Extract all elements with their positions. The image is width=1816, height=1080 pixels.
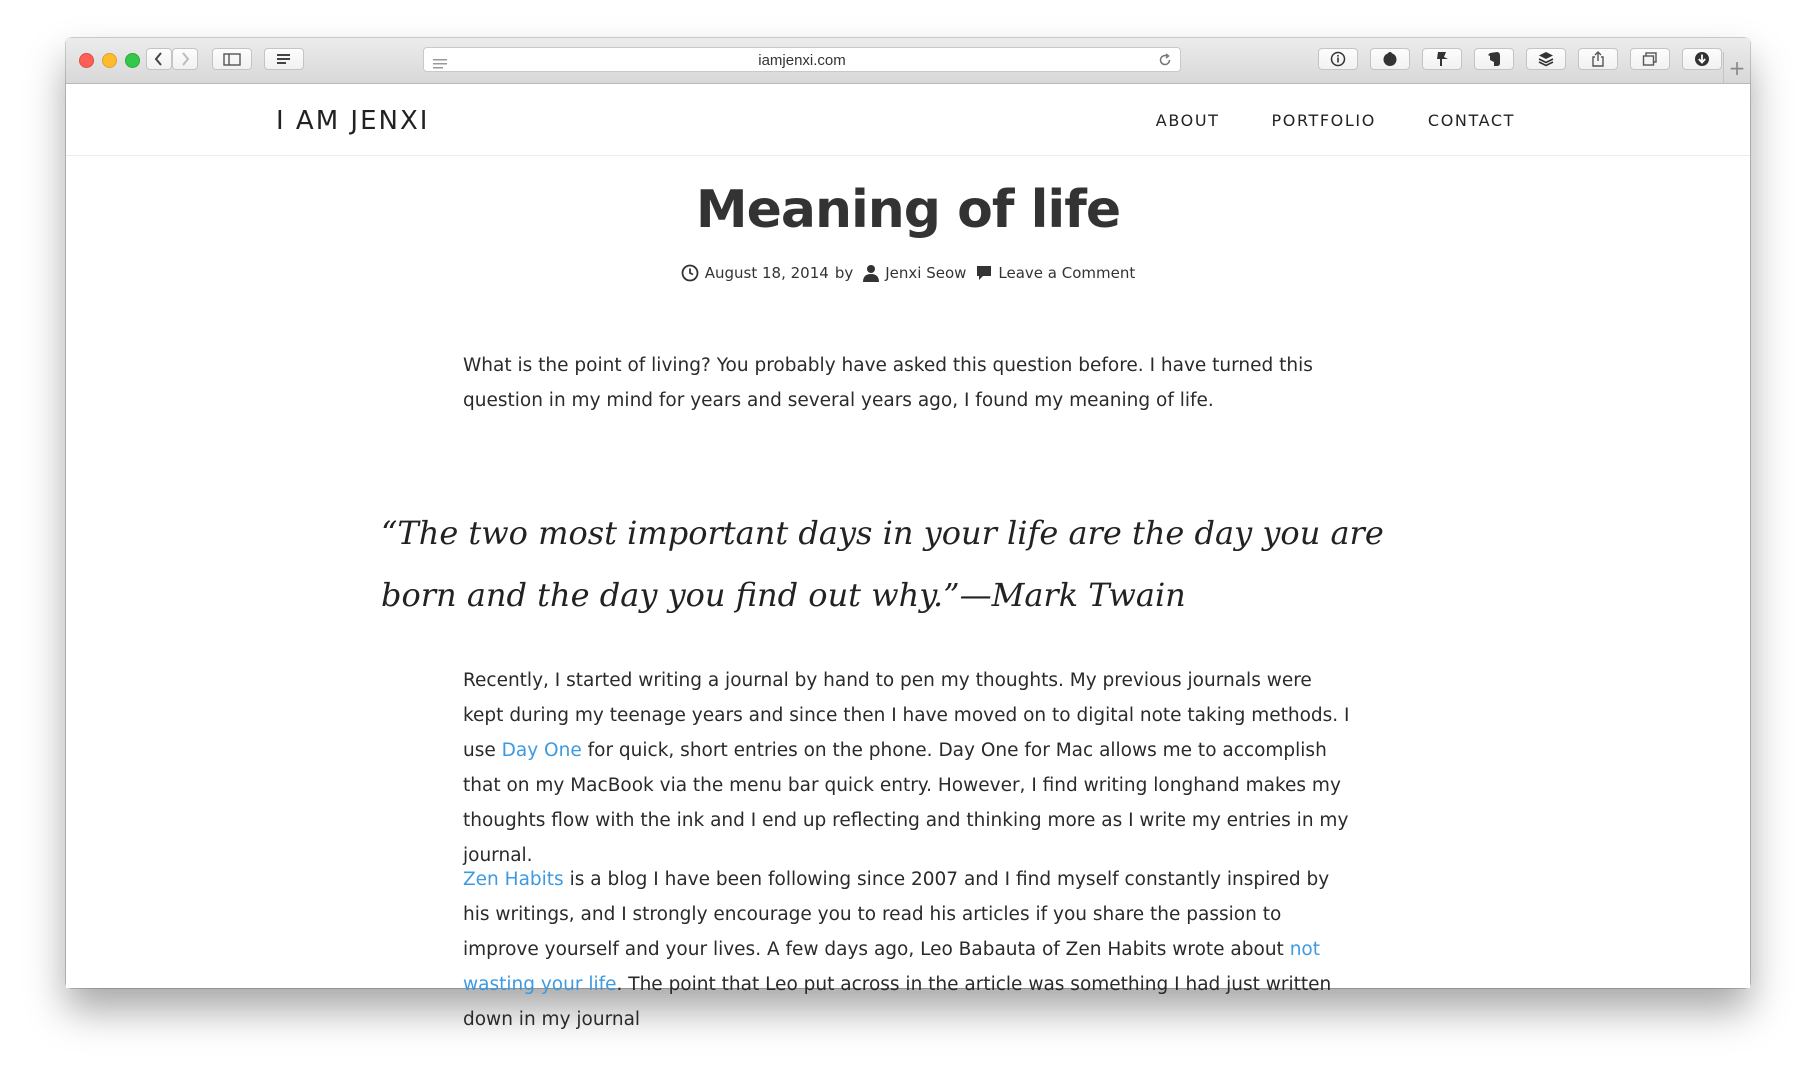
post-meta: [66, 264, 1750, 282]
info-icon: [1330, 51, 1346, 67]
not-wasting-your-life-link[interactable]: not wasting your life: [463, 939, 1320, 995]
paragraph-3-wrap: [463, 862, 1353, 1037]
comment-icon: [976, 265, 992, 282]
site-title[interactable]: I AM JENXI: [276, 106, 430, 136]
address-bar[interactable]: [423, 47, 1181, 72]
paragraph-3-text-2: . The point that Leo put across in the article was something I had just written down in my journal: [463, 974, 1332, 1030]
downloads-icon: [1694, 51, 1710, 67]
post-title: Meaning of life: [695, 180, 1121, 240]
zoom-light[interactable]: [125, 53, 140, 68]
evernote-icon: [1487, 51, 1501, 67]
site-header: [66, 84, 1750, 156]
clock-icon: [681, 264, 699, 282]
leave-comment-link[interactable]: Leave a Comment: [998, 264, 1136, 282]
paragraph-2-text-1: Recently, I started writing a journal by hand to pen my thoughts. My previous journals were kept during my teenage years and since then I have moved on to digital note taking methods. I use: [463, 670, 1350, 761]
back-button[interactable]: [146, 48, 172, 70]
zen-habits-link[interactable]: Zen Habits: [463, 869, 564, 890]
extension-button[interactable]: [1370, 48, 1410, 70]
share-icon: [1591, 51, 1605, 67]
sidebar-button[interactable]: [212, 48, 252, 70]
post-by: by: [834, 264, 854, 282]
blockquote: “The two most important days in your life are the day you are born and the day you find out why.”—Mark Twain: [381, 514, 1384, 614]
pin-button[interactable]: [1422, 48, 1462, 70]
pin-icon: [1435, 51, 1449, 67]
minimize-light[interactable]: [102, 53, 117, 68]
paragraph-3: [463, 862, 1353, 1037]
tabs-button[interactable]: [1630, 48, 1670, 70]
nav-about[interactable]: ABOUT: [1155, 111, 1220, 130]
paragraph-2-wrap: [463, 663, 1353, 873]
intro-paragraph: What is the point of living? You probably have asked this question before. I have turned this question in my mind for years and several years ago, I found my meaning of life.: [463, 355, 1313, 411]
nav-portfolio[interactable]: PORTFOLIO: [1271, 111, 1376, 130]
tabs-icon: [1642, 52, 1658, 66]
share-button[interactable]: [1578, 48, 1618, 70]
buffer-icon: [1538, 51, 1554, 67]
reading-list-icon: [276, 53, 292, 65]
nav-contact[interactable]: CONTACT: [1427, 111, 1515, 130]
intro-paragraph-wrap: [463, 348, 1353, 418]
evernote-button[interactable]: [1474, 48, 1514, 70]
browser-window: [66, 38, 1750, 1030]
paragraph-2: [463, 663, 1353, 873]
downloads-button[interactable]: [1682, 48, 1722, 70]
buffer-button[interactable]: [1526, 48, 1566, 70]
paragraph-3-text-1: is a blog I have been following since 2007 and I find myself constantly inspired by his writings, and I strongly encourage you to read his articles if you share the passion to improve yourself and your lives. A few days ago, Leo Babauta of Zen Habits wrote about: [463, 869, 1330, 960]
url-text: iamjenxi.com: [758, 52, 846, 69]
back-icon: [154, 52, 164, 66]
post-date: August 18, 2014: [704, 264, 829, 282]
paragraph-2-text-2: for quick, short entries on the phone. Day One for Mac allows me to accomplish that on my MacBook via the menu bar quick entry. However, I find writing longhand makes my thoughts flow with the ink and I end up reflecting and thinking more as I write my entries in my journal.: [463, 740, 1349, 866]
plus-icon: +: [1728, 55, 1746, 80]
info-button[interactable]: [1318, 48, 1358, 70]
extension-icon: [1382, 51, 1398, 67]
new-tab-button[interactable]: [1723, 52, 1750, 83]
main-nav: [1156, 111, 1515, 130]
browser-toolbar: [66, 38, 1750, 84]
day-one-link[interactable]: Day One: [501, 740, 582, 761]
author-icon: [863, 264, 879, 282]
forward-button[interactable]: [172, 48, 198, 70]
reading-list-button[interactable]: [264, 48, 304, 70]
post-author[interactable]: Jenxi Seow: [885, 264, 967, 282]
reload-icon[interactable]: [1158, 52, 1172, 71]
close-light[interactable]: [79, 53, 94, 68]
forward-icon: [180, 52, 190, 66]
sidebar-icon: [223, 53, 241, 66]
web-page: [66, 84, 1750, 1030]
